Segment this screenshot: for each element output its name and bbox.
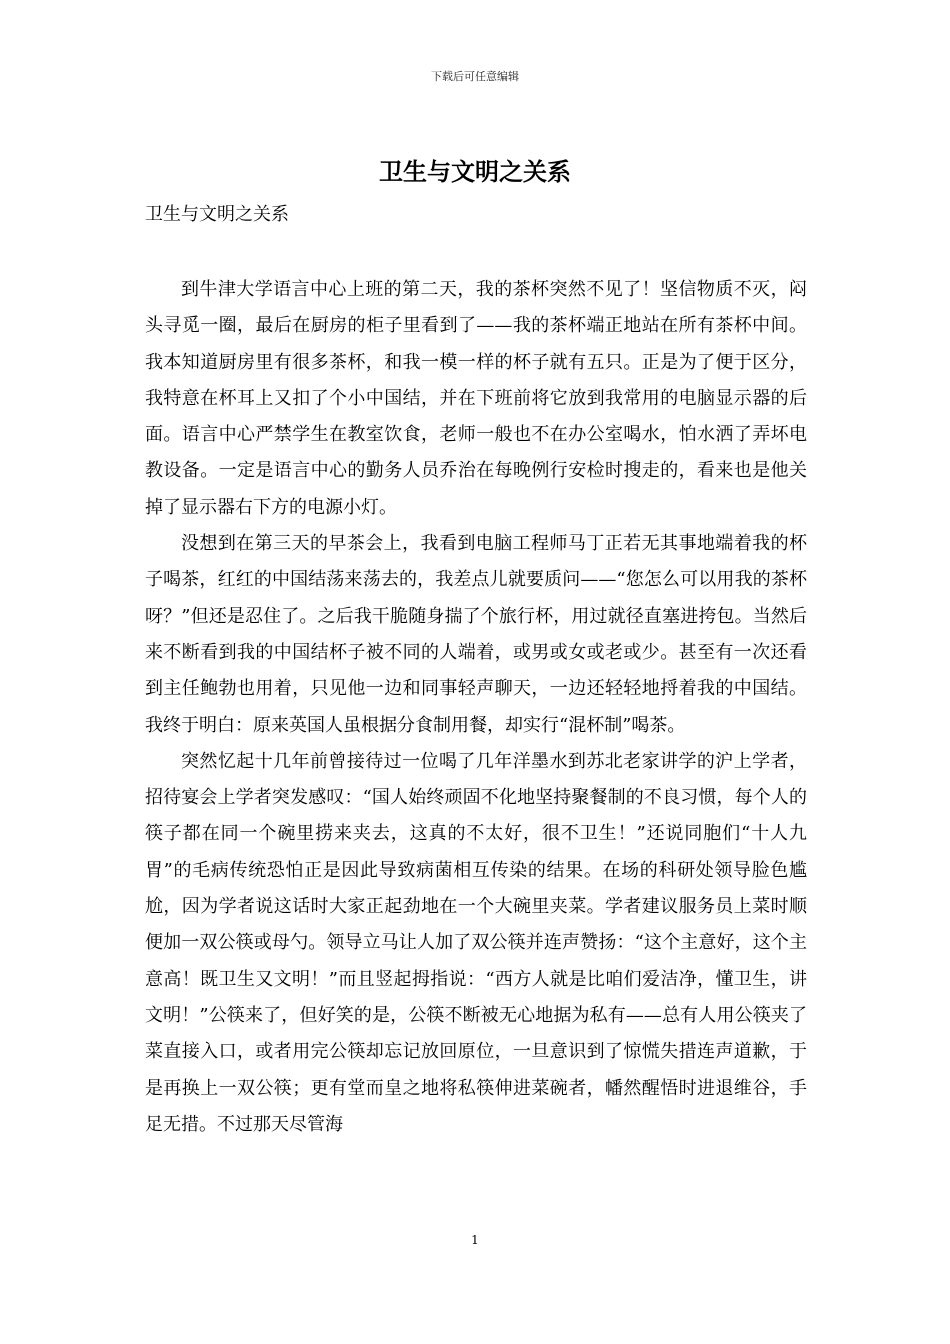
paragraph: 突然忆起十几年前曾接待过一位喝了几年洋墨水到苏北老家讲学的沪上学者，招待宴会上学者突发感叹：“国人始终顽固不化地坚持聚餐制的不良习惯，每个人的筷子都在同一个碗里捞来夹去，这真的不太好，很不卫生！”还说同胞们“十人九胃”的毛病传统恐怕正是因此导致病菌相互传染的结果。在场的科研处领导脸色尴尬，因为学者说这话时大家正起劲地在一个大碗里夹菜。学者建议服务员上菜时顺便加一双公筷或母勺。领导立马让人加了双公筷并连声赞扬：“这个主意好，这个主意高！既卫生又文明！”而且竖起拇指说：“西方人就是比咱们爱洁净，懂卫生，讲文明！”公筷来了，但好笑的是，公筷不断被无心地据为私有——总有人用公筷夹了菜直接入口，或者用完公筷却忘记放回原位，一旦意识到了惊慌失措连声道歉，于是再换上一双公筷；更有堂而皇之地将私筷伸进菜碗者，幡然醒悟时进退维谷，手足无措。不过那天尽管海 (145, 750, 807, 1135)
document-title: 卫生与文明之关系 (379, 157, 571, 186)
paragraph: 到牛津大学语言中心上班的第二天，我的茶杯突然不见了！坚信物质不灭，闷头寻觅一圈，最后在厨房的柜子里看到了——我的茶杯端正地站在所有茶杯中间。我本知道厨房里有很多茶杯，和我一模一样的杯子就有五只。正是为了便于区分，我特意在杯耳上又扣了个小中国结，并在下班前将它放到我常用的电脑显示器的后面。语言中心严禁学生在教室饮食，老师一般也不在办公室喝水，怕水洒了弄坏电教设备。一定是语言中心的勤务人员乔治在每晚例行安检时搜走的，看来也是他关掉了显示器右下方的电源小灯。 (145, 279, 807, 518)
header-note: 下载后可任意编辑 (431, 70, 519, 83)
document-subtitle: 卫生与文明之关系 (145, 204, 289, 225)
paragraph: 没想到在第三天的早茶会上，我看到电脑工程师马丁正若无其事地端着我的杯子喝茶，红红的中国结荡来荡去的，我差点儿就要质问——“您怎么可以用我的茶杯呀？”但还是忍住了。之后我干脆随身揣了个旅行杯，用过就径直塞进挎包。当然后来不断看到我的中国结杯子被不同的人端着，或男或女或老或少。甚至有一次还看到主任鲍勃也用着，只见他一边和同事轻声聊天，一边还轻轻地捋着我的中国结。我终于明白：原来英国人虽根据分食制用餐，却实行“混杯制”喝茶。 (145, 533, 807, 736)
page-number: 1 (471, 1233, 479, 1247)
body-text (145, 272, 807, 1143)
